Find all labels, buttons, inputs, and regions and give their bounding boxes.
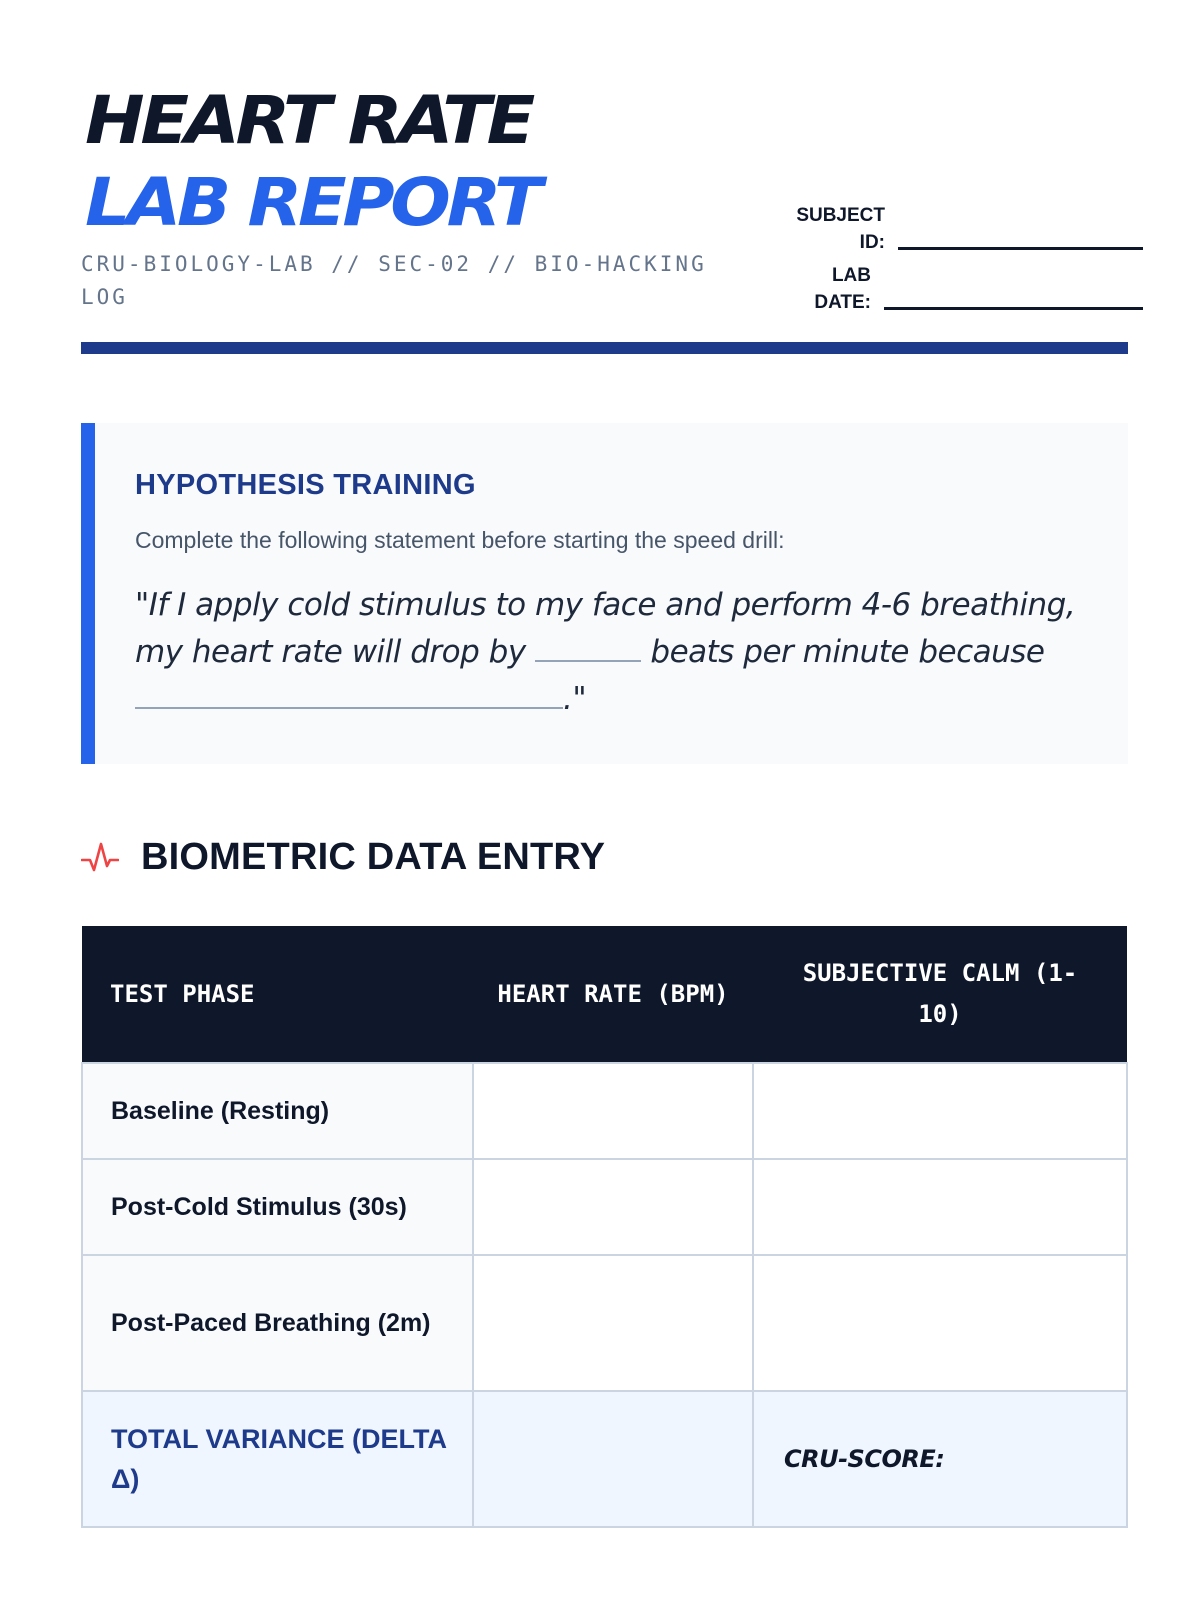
- calm-input-cell[interactable]: [753, 1255, 1127, 1391]
- hypothesis-instruction: Complete the following statement before starting the speed drill:: [135, 527, 785, 553]
- phase-cell: Post-Cold Stimulus (30s): [82, 1159, 473, 1255]
- header-subjective-calm: SUBJECTIVE CALM (1-10): [753, 926, 1127, 1063]
- statement-part-3: .": [563, 681, 587, 717]
- subject-id-field: [771, 202, 1143, 256]
- biometric-section-heading: [81, 836, 605, 879]
- calm-input-cell[interactable]: [753, 1063, 1127, 1159]
- header-divider: [81, 342, 1128, 354]
- statement-part-1: "If I apply cold stimulus to my face and perform 4-6 breathing, my heart rate will drop by: [135, 587, 1076, 670]
- title-line-2: LAB REPORT: [85, 164, 539, 241]
- table-row: [82, 1159, 1127, 1255]
- hypothesis-title: HYPOTHESIS TRAINING: [135, 469, 476, 501]
- lab-report-page: [81, 0, 1128, 1600]
- total-variance-row: [82, 1391, 1127, 1527]
- total-variance-input-cell[interactable]: [473, 1391, 753, 1527]
- section-title: BIOMETRIC DATA ENTRY: [141, 836, 606, 878]
- title-line-1: HEART RATE: [85, 82, 531, 159]
- heart-rate-input-cell[interactable]: [473, 1255, 753, 1391]
- table-row: [82, 1063, 1127, 1159]
- heart-rate-input-cell[interactable]: [473, 1063, 753, 1159]
- table-header-row: [82, 926, 1127, 1063]
- hypothesis-card: [81, 423, 1128, 764]
- lab-date-field: [771, 262, 1143, 316]
- hypothesis-statement: [135, 582, 1095, 723]
- total-variance-label: TOTAL VARIANCE (DELTA Δ): [82, 1391, 473, 1527]
- statement-part-2: beats per minute because: [641, 634, 1045, 670]
- heart-rate-input-cell[interactable]: [473, 1159, 753, 1255]
- bpm-drop-blank[interactable]: [535, 652, 641, 662]
- phase-cell: Baseline (Resting): [82, 1063, 473, 1159]
- lab-date-label: LAB DATE:: [814, 265, 871, 313]
- lab-date-input-line[interactable]: [884, 307, 1143, 310]
- lab-subtitle: CRU-BIOLOGY-LAB // SEC-02 // BIO-HACKING LOG: [81, 252, 707, 309]
- phase-cell: Post-Paced Breathing (2m): [82, 1255, 473, 1391]
- subject-id-input-line[interactable]: [898, 247, 1143, 250]
- subject-id-label: SUBJECT ID:: [796, 205, 885, 253]
- header-heart-rate: HEART RATE (BPM): [473, 926, 753, 1063]
- calm-input-cell[interactable]: [753, 1159, 1127, 1255]
- pulse-icon: [81, 839, 119, 877]
- biometric-table: [81, 926, 1128, 1528]
- header-test-phase: TEST PHASE: [82, 926, 473, 1063]
- table-row: [82, 1255, 1127, 1391]
- reason-blank[interactable]: [135, 699, 563, 709]
- cru-score-label[interactable]: CRU-SCORE:: [753, 1391, 1127, 1527]
